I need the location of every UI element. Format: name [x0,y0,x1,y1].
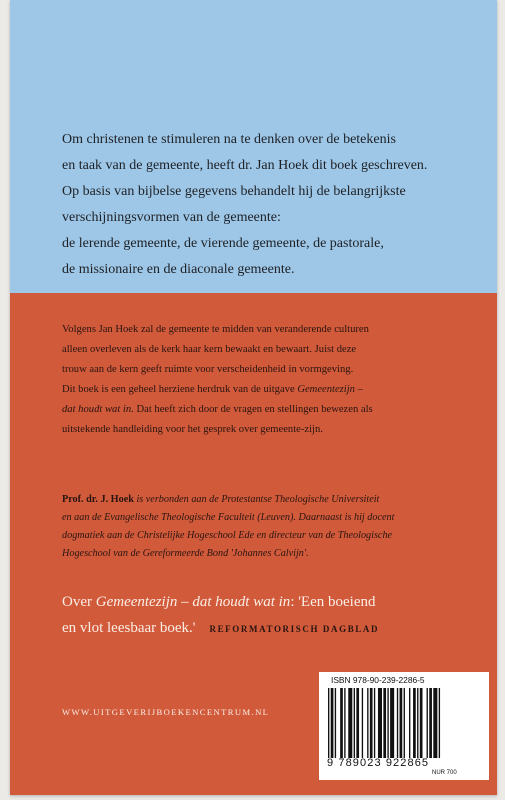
barcode-bar [433,688,437,758]
description-line: Volgens Jan Hoek zal de gemeente te midden van veranderende culturen [62,324,369,335]
description-line [62,380,482,400]
quote-text-span: : 'Een boeiend [290,594,376,610]
blurb-line: Om christenen te stimuleren na te denken over de betekenis [62,132,396,147]
barcode-bar [387,688,388,758]
description-text-span: . Dat heeft zich door de vragen en stellingen bewezen als [131,404,373,415]
author-line: en aan de Evangelische Theologische Faculteit (Leuven). Daarnaast is hij docent [62,512,395,523]
barcode-bars [328,688,480,758]
barcode-bar [367,688,368,758]
previous-edition-title: Gemeentezijn – [297,384,363,395]
blurb-line: Op basis van bijbelse gegevens behandelt hij de belangrijkste [62,184,406,199]
barcode-bar [331,688,334,758]
barcode-bar [354,688,355,758]
author-bio [62,491,487,563]
previous-edition-title: dat houdt wat in [62,404,132,415]
barcode-bar [409,688,410,758]
quote-book-title: Gemeentezijn – dat houdt wat in [95,594,291,610]
blurb-line: verschijningsvormen van de gemeente: [62,210,281,225]
barcode-bar [374,688,375,758]
barcode-bar [356,688,359,758]
description-text [62,320,482,440]
barcode-bar [439,688,440,758]
blurb-line: de lerende gemeente, de vierende gemeente, de pastorale, [62,236,384,251]
barcode-bar [348,688,352,758]
barcode-digits: 9 789023 922865 [327,757,430,769]
quote-line [62,589,492,615]
blurb-line: de missionaire en de diaconale gemeente. [62,262,295,277]
barcode-bar [429,688,432,758]
barcode-bar [400,688,403,758]
book-back-cover [10,0,497,795]
barcode-bar [397,688,398,758]
isbn-number: ISBN 978-90-239-2286-5 [331,675,425,685]
barcode-bar [390,688,394,758]
barcode-bar [413,688,416,758]
review-quote [62,589,492,642]
description-line: alleen overleven als de kerk haar kern bewaakt en bewaart. Juist deze [62,344,357,355]
barcode-bar [404,688,405,758]
publisher-website: WWW.UITGEVERIJBOEKENCENTRUM.NL [62,707,270,717]
author-line: Hogeschool van de Gereformeerde Bond 'Johannes Calvijn'. [62,548,309,559]
isbn-barcode [319,672,489,780]
description-line [62,400,482,420]
author-name: Prof. dr. J. Hoek [62,494,134,505]
author-line [62,491,487,509]
quote-source: REFORMATORISCH DAGBLAD [209,624,380,634]
barcode-bar [340,688,343,758]
barcode-bar [362,688,363,758]
barcode-bar [378,688,382,758]
barcode-bar [383,688,386,758]
barcode-bar [427,688,428,758]
blurb-line: en taak van de gemeente, heeft dr. Jan Hoek dit boek geschreven. [62,158,428,173]
barcode-bar [417,688,418,758]
quote-text-span: en vlot leesbaar boek.' [62,620,196,636]
barcode-bar [370,688,373,758]
barcode-bar [335,688,336,758]
barcode-bar [420,688,423,758]
description-line: uitstekende handleiding voor het gesprek over gemeente-zijn. [62,424,323,435]
author-text-span: is verbonden aan de Protestantse Theologische Universiteit [133,494,380,505]
author-line: dogmatiek aan de Christelijke Hogeschool Ede en directeur van de Theologische [62,530,393,541]
nur-code: NUR 700 [432,770,457,776]
barcode-bar [328,688,329,758]
description-line: trouw aan de kern geeft ruimte voor verscheidenheid in vormgeving. [62,364,354,375]
description-text-span: Dit boek is een geheel herziene herdruk van de uitgave [62,384,298,395]
quote-line [62,615,492,642]
blurb-text [62,127,482,283]
quote-prefix: Over [62,594,96,610]
barcode-bar [344,688,345,758]
